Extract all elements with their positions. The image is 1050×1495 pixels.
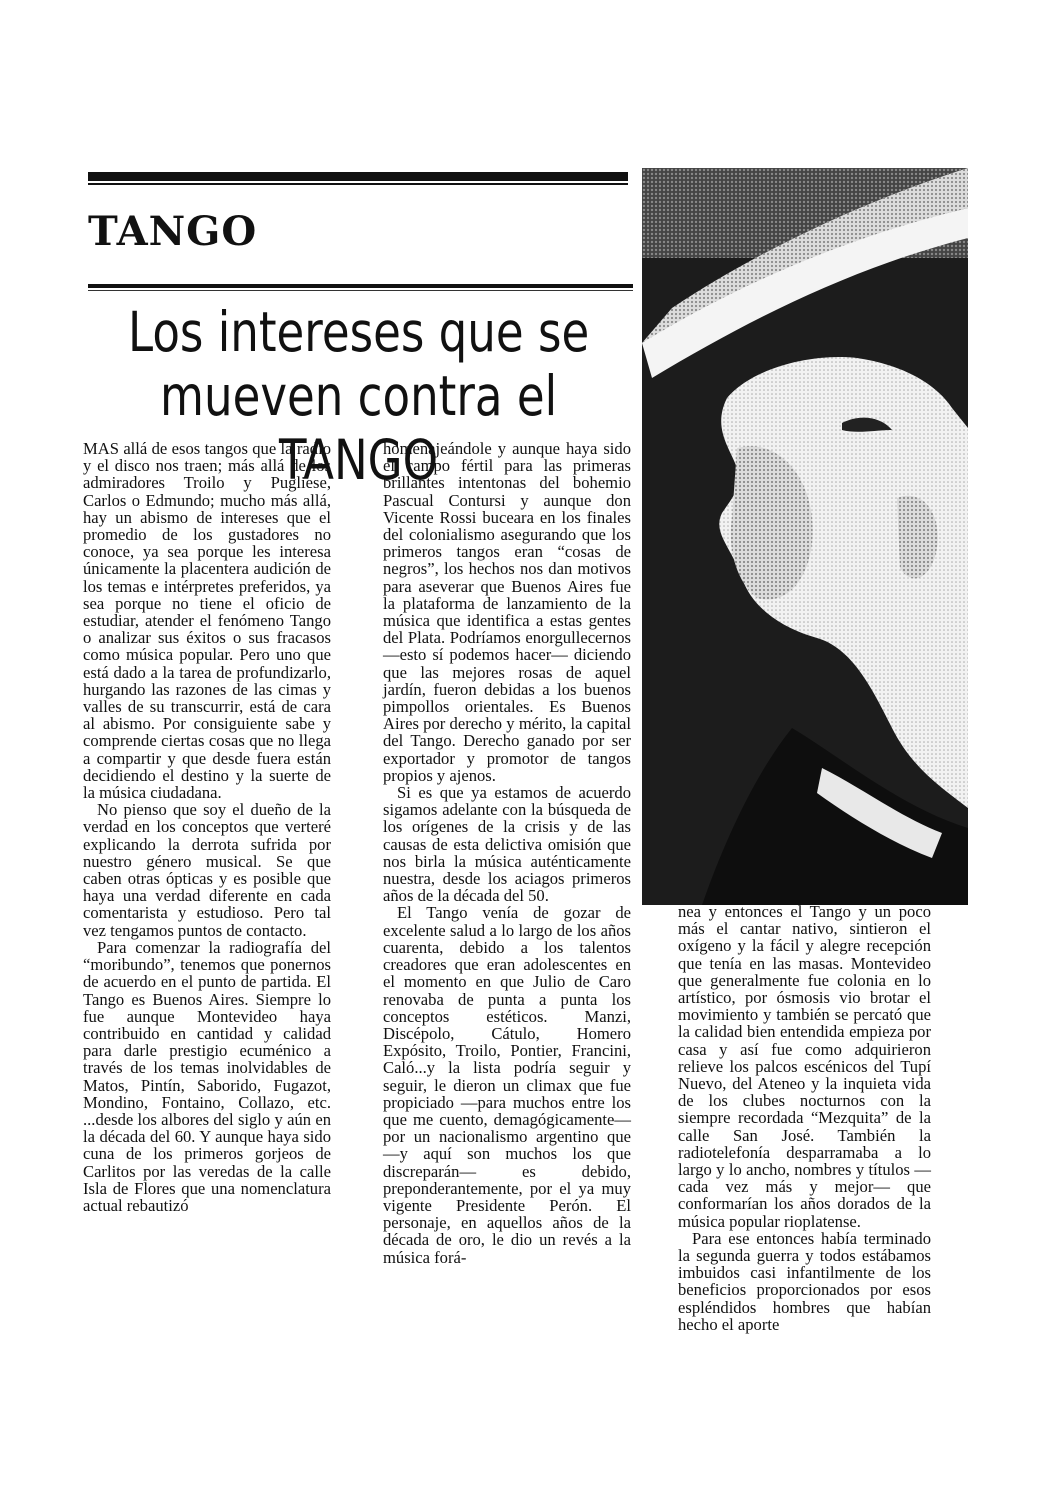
paragraph: No pienso que soy el dueño de la verdad en los conceptos que verteré explicando la derrota sufrida por nuestro género musical. Se que caben otras ópticas y es posible que haya una verdad diferente en cada comentarista y estudioso. Pero tal vez tengamos puntos de contacto. <box>83 800 331 940</box>
paragraph: El Tango venía de gozar de excelente salud a lo largo de los años cuarenta, debido a los talentos creadores que eran adolescentes en el momento en que Julio de Caro renovaba de punta a punta los conceptos estéticos. Manzi, Discépolo, Cátulo, Homero Expósito, Troilo, Pontier, Francini, Caló...y la lista podría seguir y seguir, le dieron un climax que fue propiciado —para muchos entre los que me cuento, demagógicamente— por un nacionalismo argentino que —y aquí son muchos los que discreparán— es debido, preponderantemente, por el ya muy vigente Presidente Perón. El personaje, en aquellos años de la década de oro, le dio un revés a la música forá- <box>383 903 631 1267</box>
tango-singer-portrait-photo <box>642 168 968 905</box>
headline-rule <box>88 284 633 288</box>
paragraph: Para ese entonces había terminado la segunda guerra y todos estábamos imbuidos casi infantilmente de los beneficios proporcionados por esos espléndidos hombres que habían hecho el aporte <box>678 1228 931 1334</box>
article-column-2 <box>383 440 631 1266</box>
portrait-illustration <box>642 168 968 905</box>
article-column-3 <box>678 903 931 1333</box>
headline-line-1: Los intereses que se <box>127 300 590 364</box>
top-rule-thin <box>88 183 628 185</box>
paragraph: Para comenzar la radiografía del “moribundo”, tenemos que ponernos de acuerdo en el punto de partida. El Tango es Buenos Aires. Siempre lo fue aunque Montevideo haya contribuido en cantidad y calidad para darle prestigio ecuménico a través de los temas inolvidables de Matos, Pintín, Saborido, Fugazot, Mondino, Fontaino, Collazo, etc. ...desde los albores del siglo y aún en la década del 60. Y aunque haya sido cuna de los primeros gorjeos de Carlitos por las veredas de la calle Isla de Flores que una nomenclatura actual rebautizó <box>83 937 331 1215</box>
paragraph: homenajeándole y aunque haya sido el campo fértil para las primeras brillantes intentonas del bohemio Pascual Contursi y aunque don Vicente Rossi buceara en los finales del colonialismo asegurando que los primeros tangos eran “cosas de negros”, los hechos nos dan motivos para aseverar que Buenos Aires fue la plataforma de lanzamiento de la música que identifica a estas gentes del Plata. Podríamos enorgullecernos —esto sí podemos hacer— diciendo que las mejores rosas de aquel jardín, fueron debidas a los buenos pimpollos orientales. Es Buenos Aires por derecho y mérito, la capital del Tango. Derecho ganado por ser exportador y promotor de tangos propios y ajenos. <box>383 439 631 785</box>
paragraph: MAS allá de esos tangos que la radio y el disco nos traen; más allá de los admiradores Troilo y Pugliese, Carlos o Edmundo; mucho más allá, hay un abismo de intereses que el promedio de los gustadores no conoce, ya sea porque les interesa únicamente la placentera audición de los temas e intérpretes preferidos, ya sea porque no tiene el oficio de estudiar, atender el fenómeno Tango o analizar sus éxitos o sus fracasos como música popular. Pero uno que está dado a la tarea de profundizarlo, hurgando las razones de las cimas y valles de su transcurrir, está de cara al abismo. Por consiguiente sabe y comprende ciertas cosas que no llega a compartir y que desde fuera están decidiendo el destino y la suerte de la música ciudadana. <box>83 439 331 803</box>
top-rule <box>88 172 628 181</box>
section-tag: TANGO <box>88 208 258 255</box>
headline-line-2: mueven contra el TANGO <box>160 364 558 492</box>
article-column-1 <box>83 440 331 1214</box>
paragraph: nea y entonces el Tango y un poco más el cantar nativo, sintieron el oxígeno y la fácil y alegre recepción que tenía en las masas. Montevideo que generalmente fue colonia en lo artístico, por ósmosis vio brotar el movimiento y también se percató que la calidad bien entendida empieza por casa y así fue como adquirieron relieve los palcos escénicos del Tupí Nuevo, del Ateneo y la inquieta vida de los clubes nocturnos con la siempre recordada “Mezquita” de la calle San José. También la radiotelefonía desparramaba a lo largo y lo ancho, nombres y títulos —cada vez más y mejor— que conformarían los años dorados de la música popular rioplatense. <box>678 902 931 1231</box>
headline-rule-thin <box>88 290 633 291</box>
paragraph: Si es que ya estamos de acuerdo sigamos adelante con la búsqueda de los orígenes de la crisis y de las causas de esta delictiva omisión que nos birla la música auténticamente nuestra, desde los aciagos primeros años de la década del 50. <box>383 783 631 906</box>
